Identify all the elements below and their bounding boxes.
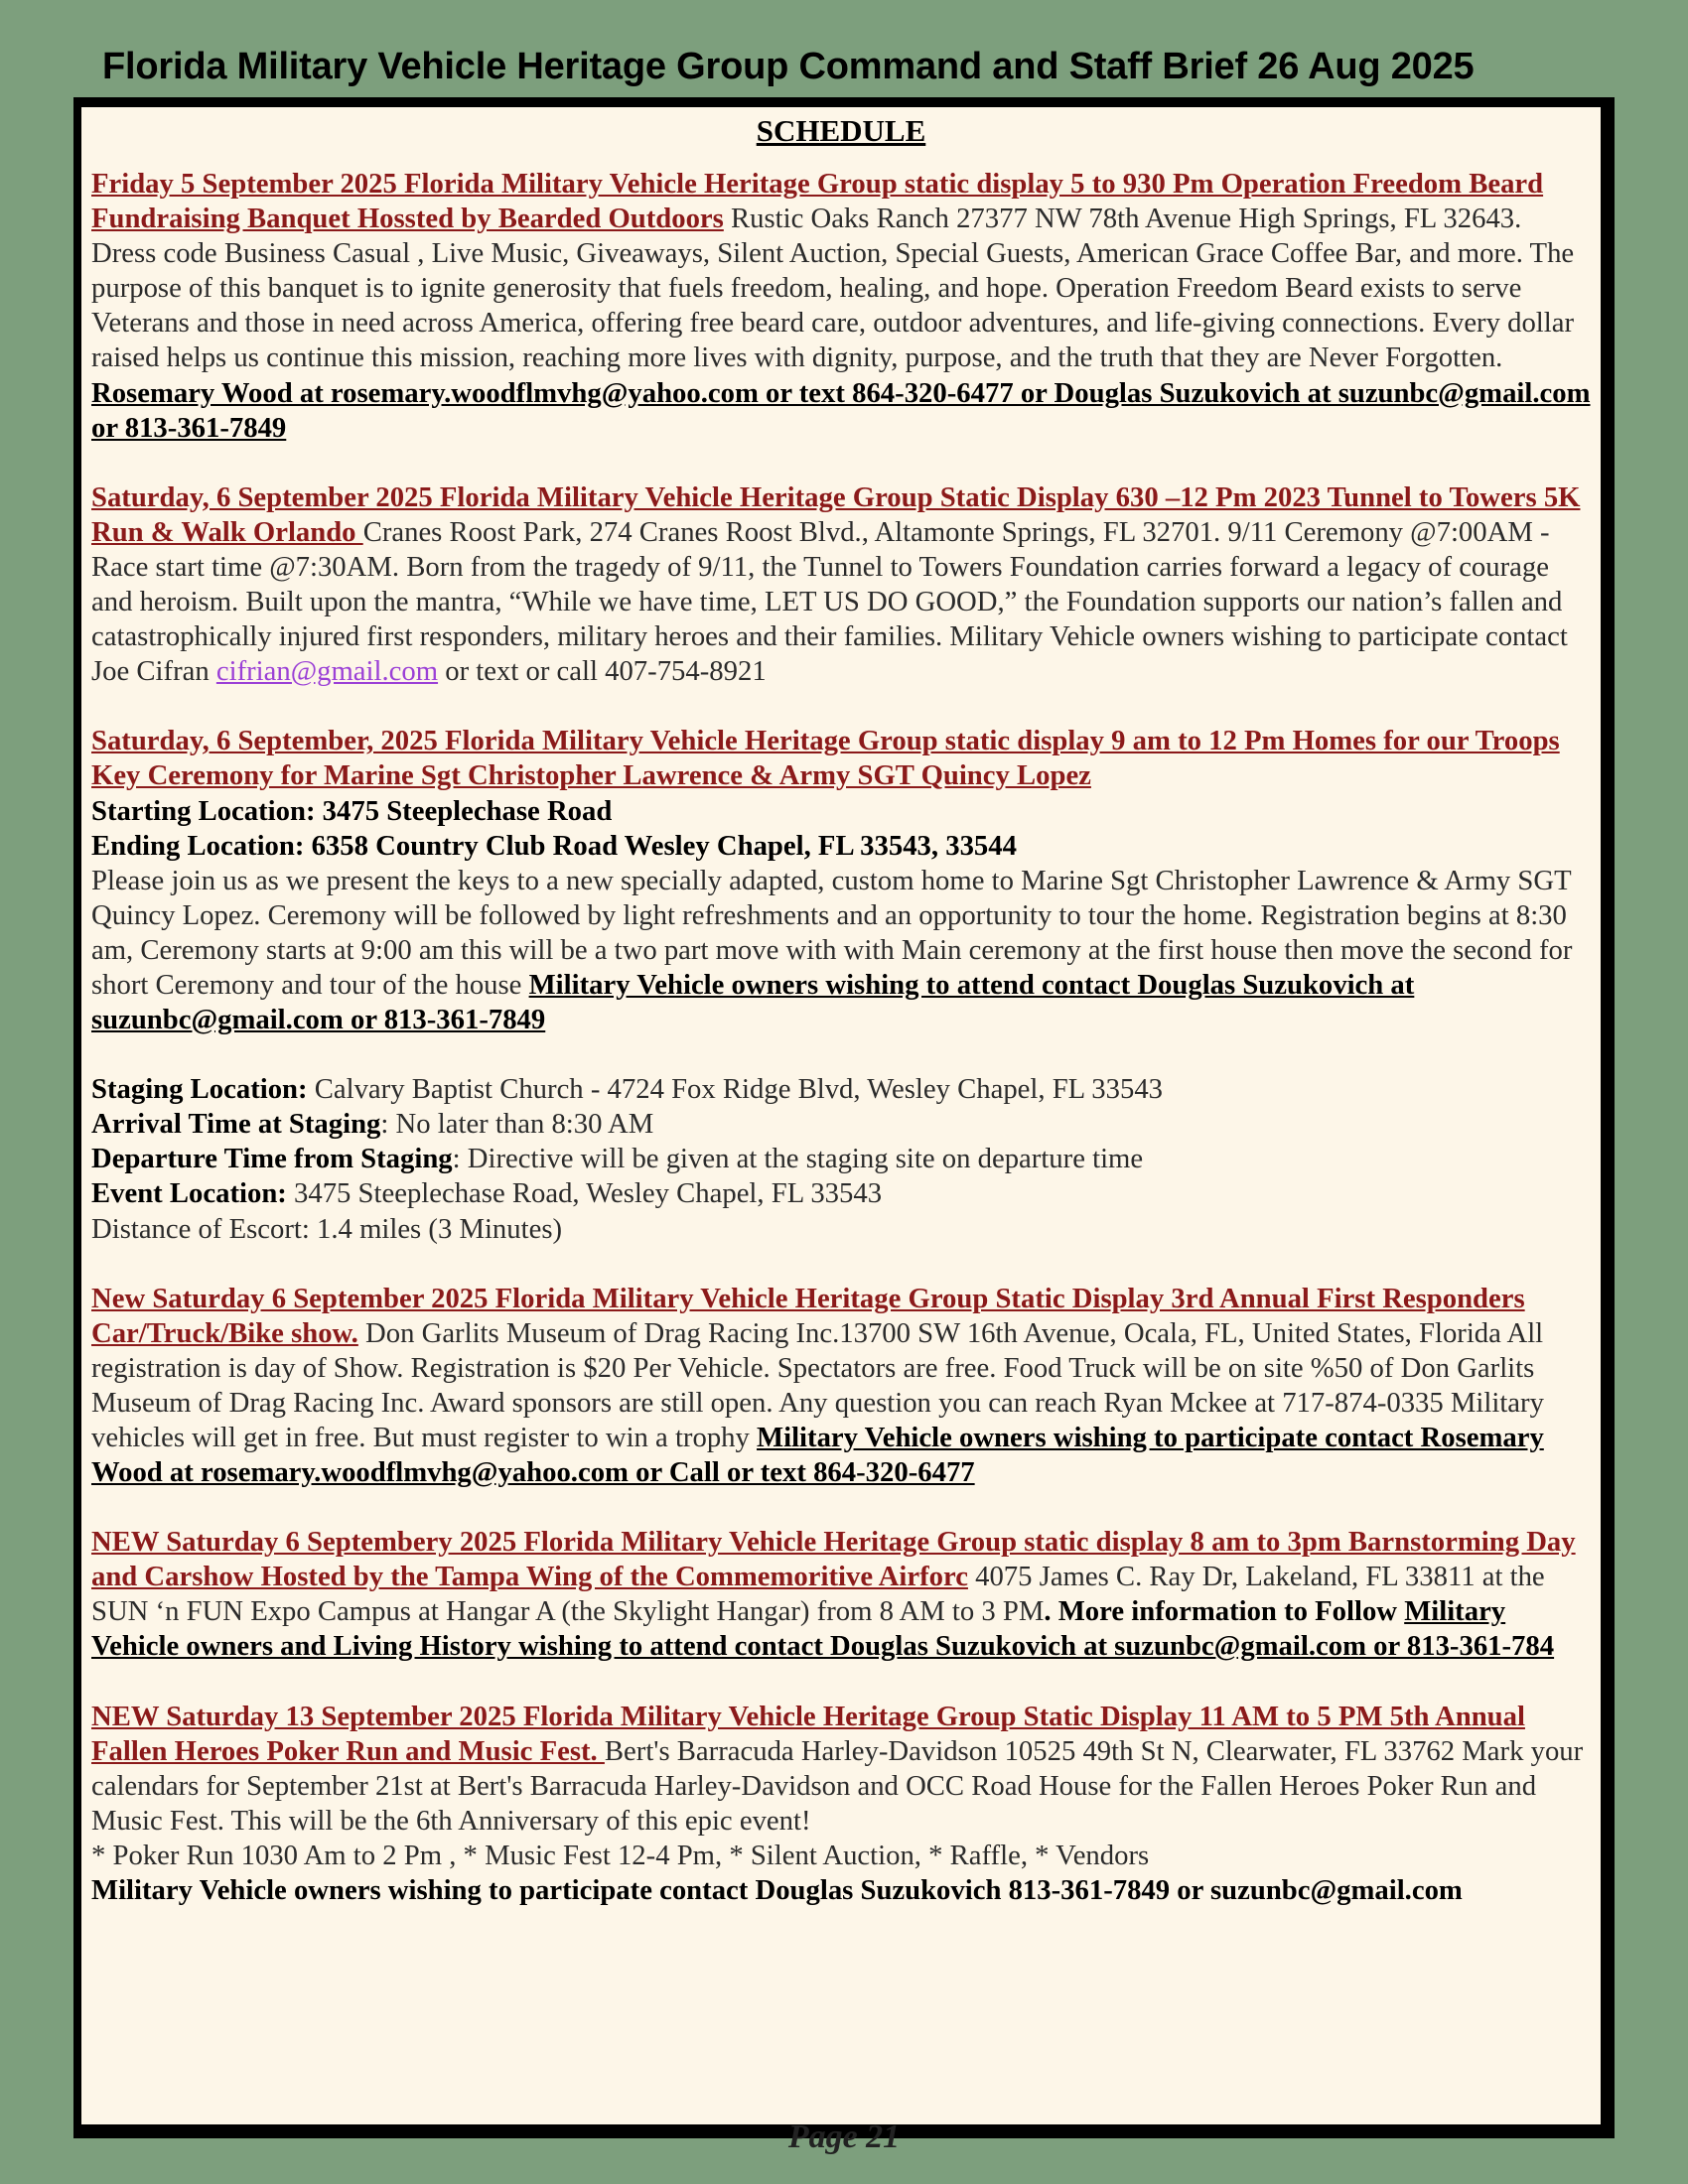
event-title: NEW Saturday 6 Septembery 2025 Florida Military Vehicle Heritage Group static display 8 am to 3pm Barnstorming Day and Carshow Hosted by the Tampa Wing of the Commemoritive Airforc bbox=[91, 1526, 1576, 1593]
event-contact: Military Vehicle owners wishing to participate contact Douglas Suzukovich 813-361-7849 or suzunbc@gmail.com bbox=[91, 1874, 1463, 1907]
spacer bbox=[91, 1037, 1591, 1072]
event-location-value: 3475 Steeplechase Road, Wesley Chapel, FL 33543 bbox=[286, 1177, 883, 1210]
event-title: NEW Saturday 13 September 2025 Florida Military Vehicle Heritage Group Static Display 11 AM to 5 PM 5th Annual Fallen Heroes Poker Run and Music Fest. bbox=[91, 1700, 1525, 1767]
departure-label: Departure Time from Staging bbox=[91, 1143, 453, 1175]
event-item bbox=[91, 167, 1591, 446]
event-activity-list: * Poker Run 1030 Am to 2 Pm , * Music Fest 12-4 Pm, * Silent Auction, * Raffle, * Vendors bbox=[91, 1839, 1150, 1871]
event-location-label: Event Location: bbox=[91, 1177, 287, 1210]
departure-value: : Directive will be given at the staging site on departure time bbox=[452, 1143, 1144, 1175]
event-contact: Military Vehicle owners and Living History wishing to attend contact Douglas Suzukovich at suzunbc@gmail.com or 813-361-784 bbox=[91, 1595, 1555, 1663]
document-header: Florida Military Vehicle Heritage Group Command and Staff Brief 26 Aug 2025 bbox=[102, 46, 1475, 87]
event-title: Saturday, 6 September 2025 Florida Military Vehicle Heritage Group Static Display 630 –12 Pm 2023 Tunnel to Towers 5K Run & Walk Orlando bbox=[91, 480, 1581, 548]
arrival-value: : No later than 8:30 AM bbox=[380, 1108, 654, 1141]
staging-value: Calvary Baptist Church - 4724 Fox Ridge Blvd, Wesley Chapel, FL 33543 bbox=[307, 1073, 1164, 1106]
event-contact: Military Vehicle owners wishing to participate contact Rosemary Wood at rosemary.woodflmvhg@yahoo.com or Call or text 864-320-6477 bbox=[91, 1422, 1544, 1489]
arrival-label: Arrival Time at Staging bbox=[91, 1108, 381, 1141]
schedule-panel bbox=[81, 107, 1601, 2124]
event-item bbox=[91, 1700, 1591, 1909]
starting-location: Starting Location: 3475 Steeplechase Road bbox=[91, 794, 613, 827]
event-item bbox=[91, 724, 1591, 1246]
ending-location: Ending Location: 6358 Country Club Road Wesley Chapel, FL 33543, 33544 bbox=[91, 829, 1017, 862]
departure-time bbox=[91, 1142, 1591, 1176]
event-location bbox=[91, 1176, 1591, 1211]
page-number: Page 21 bbox=[787, 2118, 901, 2155]
event-tail: or text or call 407-754-8921 bbox=[438, 655, 767, 688]
contact-email-link[interactable]: cifrian@gmail.com bbox=[215, 655, 439, 688]
event-body: Don Garlits Museum of Drag Racing Inc.13700 SW 16th Avenue, Ocala, FL, United States, Florida All registration is day of Show. Registration is $20 Per Vehicle. Spectators are free. Food Truck will be on site %50 of Don Garlits Museum of Drag Racing Inc. Award sponsors are still open. Any question you can reach Ryan Mckee at 717-874-0335 Military vehicles will get in free. But must register to win a trophy bbox=[91, 1316, 1544, 1453]
event-body: Bert's Barracuda Harley-Davidson 10525 49th St N, Clearwater, FL 33762 Mark your calendars for September 21st at Bert's Barracuda Harley-Davidson and OCC Road House for the Fallen Heroes Poker Run and Music Fest. This will be the 6th Anniversary of this epic event! bbox=[91, 1734, 1584, 1837]
event-info-note: . More information to Follow bbox=[1044, 1595, 1405, 1628]
event-contact: Military Vehicle owners wishing to attend contact Douglas Suzukovich at suzunbc@gmail.com or 813-361-7849 bbox=[91, 968, 1415, 1036]
event-title: Saturday, 6 September, 2025 Florida Military Vehicle Heritage Group static display 9 am to 12 Pm Homes for our Troops Key Ceremony for Marine Sgt Christopher Lawrence & Army SGT Quincy Lopez bbox=[91, 725, 1560, 792]
event-title: Friday 5 September 2025 Florida Military Vehicle Heritage Group static display 5 to 930 Pm Operation Freedom Beard Fundraising Banquet Hossted by Bearded Outdoors bbox=[91, 168, 1544, 235]
event-body: Rustic Oaks Ranch 27377 NW 78th Avenue High Springs, FL 32643. Dress code Business Casual , Live Music, Giveaways, Silent Auction, Special Guests, American Grace Coffee Bar, and more. The purpose of this banquet is to ignite generosity that fuels freedom, healing, and hope. Operation Freedom Beard exists to serve Veterans and those in need across America, offering free beard care, outdoor adventures, and life-giving connections. Every dollar raised helps us continue this mission, reaching more lives with dignity, purpose, and the truth that they are Never Forgotten. bbox=[91, 203, 1575, 374]
event-item bbox=[91, 1525, 1591, 1664]
staging-location bbox=[91, 1072, 1591, 1107]
escort-distance: Distance of Escort: 1.4 miles (3 Minutes) bbox=[91, 1212, 563, 1245]
event-item bbox=[91, 1282, 1591, 1491]
event-body: Cranes Roost Park, 274 Cranes Roost Blvd., Altamonte Springs, FL 32701. 9/11 Ceremony @7:00AM - Race start time @7:30AM. Born from the tragedy of 9/11, the Tunnel to Towers Foundation carries forward a legacy of courage and heroism. Built upon the mantra, “While we have time, LET US DO GOOD,” the Foundation supports our nation’s fallen and catastrophically injured first responders, military heroes and their families. Military Vehicle owners wishing to participate contact Joe Cifran bbox=[91, 515, 1568, 688]
schedule-title: SCHEDULE bbox=[756, 113, 926, 148]
event-body: 4075 James C. Ray Dr, Lakeland, FL 33811 at the SUN ‘n FUN Expo Campus at Hangar A (the Skylight Hangar) from 8 AM to 3 PM bbox=[91, 1561, 1545, 1628]
staging-label: Staging Location: bbox=[91, 1073, 308, 1106]
event-item bbox=[91, 480, 1591, 690]
event-contact: Rosemary Wood at rosemary.woodflmvhg@yahoo.com or text 864-320-6477 or Douglas Suzukovich at suzunbc@gmail.com or 813-361-7849 bbox=[91, 376, 1591, 444]
arrival-time bbox=[91, 1107, 1591, 1142]
event-body: Please join us as we present the keys to a new specially adapted, custom home to Marine Sgt Christopher Lawrence & Army SGT Quincy Lopez. Ceremony will be followed by light refreshments and an opportunity to tour the home. Registration begins at 8:30 am, Ceremony starts at 9:00 am this will be a two part move with with Main ceremony at the first house then move the second for short Ceremony and tour of the house bbox=[91, 864, 1573, 1001]
event-title: New Saturday 6 September 2025 Florida Military Vehicle Heritage Group Static Display 3rd Annual First Responders Car/Truck/Bike show. bbox=[91, 1282, 1525, 1349]
